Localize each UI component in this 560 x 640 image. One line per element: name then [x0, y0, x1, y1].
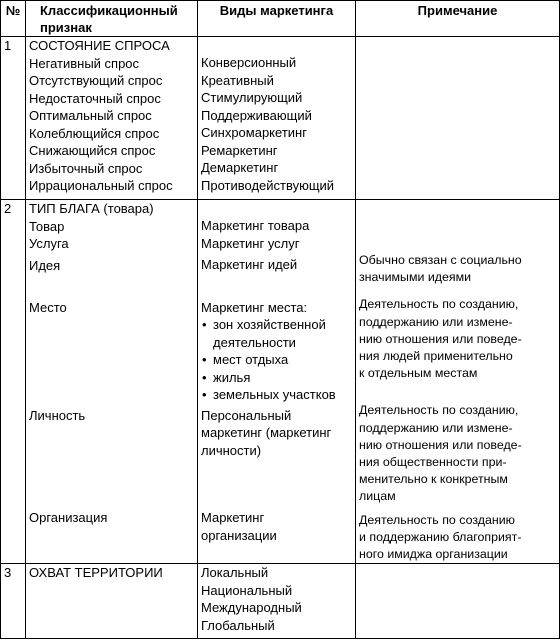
header-number: № — [1, 1, 26, 37]
note-text: поддержанию или измене- — [359, 314, 513, 329]
feature-item: Услуга — [29, 236, 69, 251]
group-title: СОСТОЯНИЕ СПРОСА — [29, 38, 170, 53]
bullet-icon: • — [202, 369, 207, 385]
feature-item: Организация — [29, 510, 108, 525]
marketing-type: Противодействующий — [201, 177, 335, 193]
table-row — [1, 200, 560, 564]
bullet-item — [201, 316, 352, 334]
note-text: Обычно связан с социально — [359, 253, 522, 267]
feature-item: Отсутствующий спрос — [29, 73, 163, 88]
bullet-text: жилья — [213, 369, 251, 385]
feature-item: Недостаточный спрос — [29, 90, 161, 106]
table-header-row — [1, 1, 560, 37]
note-cell — [356, 37, 560, 200]
group-title: ОХВАТ ТЕРРИТОРИИ — [29, 565, 163, 581]
table-row — [1, 564, 560, 639]
group-number: 3 — [1, 564, 26, 639]
feature-item: Избыточный спрос — [29, 160, 143, 176]
bullet-icon: • — [202, 317, 207, 332]
types-cell — [198, 200, 356, 564]
note-text: значимыми идеями — [359, 270, 472, 285]
bullet-icon: • — [202, 352, 207, 367]
feature-item: Личность — [29, 407, 86, 423]
note-text: нию отношения или поведе- — [359, 331, 522, 346]
note-cell — [356, 564, 560, 639]
bullet-item — [201, 369, 352, 387]
note-cell — [356, 200, 560, 564]
group-number: 1 — [1, 37, 26, 200]
bullet-icon: • — [202, 387, 207, 402]
note-text: ния общественности при- — [359, 455, 507, 470]
feature-item: Место — [29, 300, 67, 315]
feature-item: Снижающийся спрос — [29, 143, 156, 158]
note-text: ного имиджа организации — [359, 547, 508, 562]
marketing-type: Национальный — [201, 582, 293, 598]
feature-item: Оптимальный спрос — [29, 108, 152, 123]
note-text: к отдельным местам — [359, 366, 478, 381]
marketing-type: Демаркетинг — [201, 160, 279, 175]
feature-cell — [26, 564, 198, 639]
group-number: 2 — [1, 200, 26, 564]
bullet-text: деятельности — [213, 334, 296, 350]
header-feature: Классификационный признак — [26, 1, 198, 37]
marketing-type: Стимулирующий — [201, 90, 303, 105]
marketing-type: Персональный — [201, 407, 292, 423]
marketing-type: Маркетинг товара — [201, 218, 310, 233]
marketing-type: Креативный — [201, 72, 274, 88]
marketing-type: Ремаркетинг — [201, 142, 278, 158]
note-text: лицам — [359, 489, 396, 504]
group-title: ТИП БЛАГА (товара) — [29, 201, 154, 216]
bullet-item — [201, 386, 352, 404]
feature-cell — [26, 200, 198, 564]
marketing-type: Маркетинг услуг — [201, 235, 300, 251]
marketing-type: организации — [201, 527, 277, 543]
marketing-type: Международный — [201, 600, 302, 616]
marketing-type: маркетинг (маркетинг — [201, 425, 332, 440]
marketing-type: Локальный — [201, 565, 269, 581]
bullet-text: земельных участков — [213, 387, 336, 402]
header-types: Виды маркетинга — [198, 1, 356, 37]
bullet-text: зон хозяйственной — [213, 317, 326, 332]
note-text: менительно к конкретным — [359, 472, 508, 487]
header-note: Примечание — [356, 1, 560, 37]
marketing-type: личности) — [201, 442, 262, 458]
table-row — [1, 37, 560, 200]
types-cell — [198, 564, 356, 639]
feature-item: Негативный спрос — [29, 55, 140, 71]
marketing-type: Синхромаркетинг — [201, 125, 307, 140]
note-text: поддержанию или измене- — [359, 420, 513, 435]
feature-item: Колеблющийся спрос — [29, 125, 160, 141]
note-text: Деятельность по созданию, — [359, 403, 519, 418]
marketing-type: Маркетинг идей — [201, 257, 298, 272]
feature-item: Иррациональный спрос — [29, 178, 173, 193]
note-text: ния людей применительно — [359, 349, 513, 364]
marketing-type: Конверсионный — [201, 55, 297, 70]
feature-item: Товар — [29, 218, 65, 234]
types-cell — [198, 37, 356, 200]
marketing-type: Маркетинг места: — [201, 299, 308, 315]
note-text: Деятельность по созданию, — [359, 297, 519, 312]
feature-cell — [26, 37, 198, 200]
note-text: нию отношения или поведе- — [359, 437, 522, 452]
feature-item: Идея — [29, 257, 61, 273]
marketing-type: Глобальный — [201, 617, 275, 633]
note-text: и поддержанию благоприят- — [359, 529, 522, 544]
note-text: Деятельность по созданию — [359, 512, 515, 527]
bullet-item — [201, 351, 352, 369]
marketing-type: Маркетинг — [201, 510, 265, 525]
marketing-type: Поддерживающий — [201, 107, 312, 123]
bullet-text: мест отдыха — [213, 352, 289, 367]
